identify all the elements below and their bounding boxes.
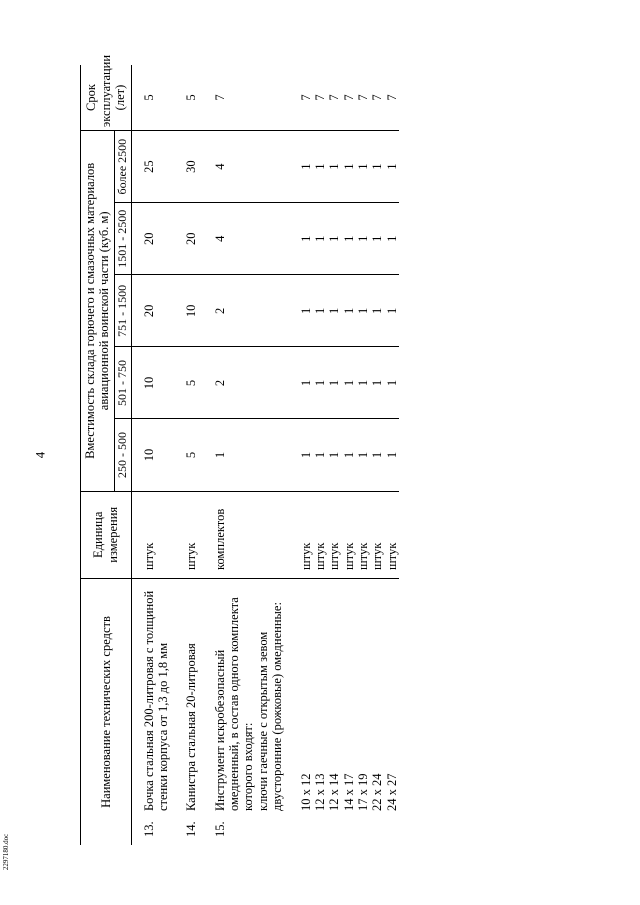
wrench-value: 1 bbox=[327, 275, 341, 347]
row-life: 5 bbox=[141, 94, 156, 101]
wrench-row bbox=[313, 65, 327, 845]
wrench-value: 1 bbox=[342, 131, 356, 203]
row-value: 1 bbox=[213, 419, 256, 491]
table-row bbox=[184, 65, 198, 845]
table-row-spacer bbox=[170, 65, 184, 845]
row-value: 5 bbox=[184, 347, 198, 419]
wrench-value: 1 bbox=[356, 203, 370, 275]
wrench-value: 1 bbox=[299, 131, 313, 203]
wrench-life: 7 bbox=[356, 94, 371, 101]
header-capacity-col: 501 - 750 bbox=[114, 347, 131, 419]
wrench-value: 1 bbox=[299, 275, 313, 347]
wrench-value: 1 bbox=[299, 419, 313, 491]
wrench-size: 22 x 24 bbox=[370, 773, 385, 811]
wrench-row bbox=[299, 65, 313, 845]
wrench-value: 1 bbox=[370, 203, 384, 275]
page-number: 4 bbox=[32, 451, 48, 459]
wrench-value: 1 bbox=[385, 419, 399, 491]
wrench-size: 17 x 19 bbox=[356, 773, 371, 811]
wrench-value: 1 bbox=[342, 347, 356, 419]
table-row-spacer bbox=[199, 65, 213, 845]
row-value: 10 bbox=[184, 275, 198, 347]
row-value: 25 bbox=[131, 131, 170, 203]
subnote-cell bbox=[256, 578, 285, 845]
row-number: 15. bbox=[212, 821, 227, 837]
wrench-value: 1 bbox=[356, 275, 370, 347]
wrench-life: 7 bbox=[298, 94, 313, 101]
row-value: 20 bbox=[131, 275, 170, 347]
wrench-unit: штук bbox=[299, 491, 313, 578]
header-capacity-col: 1501 - 2500 bbox=[114, 203, 131, 275]
subnote-text: ключи гаечные с открытым зевом двусторонние (рожковые) омедненные: bbox=[255, 602, 285, 811]
row-name-cell bbox=[184, 578, 198, 845]
wrench-value: 1 bbox=[342, 203, 356, 275]
wrench-value: 1 bbox=[385, 203, 399, 275]
wrench-value: 1 bbox=[327, 419, 341, 491]
rotated-table-wrapper bbox=[80, 54, 620, 845]
wrench-value: 1 bbox=[370, 131, 384, 203]
row-value: 10 bbox=[131, 419, 170, 491]
wrench-value: 1 bbox=[299, 203, 313, 275]
wrench-life: 7 bbox=[370, 94, 385, 101]
row-value: 20 bbox=[131, 203, 170, 275]
wrench-life: 7 bbox=[312, 94, 327, 101]
wrench-value: 1 bbox=[327, 131, 341, 203]
wrench-value: 1 bbox=[313, 419, 327, 491]
wrench-unit: штук bbox=[313, 491, 327, 578]
row-unit: комплектов bbox=[213, 491, 256, 578]
wrench-size: 14 x 17 bbox=[341, 773, 356, 811]
wrench-value: 1 bbox=[356, 347, 370, 419]
row-value: 2 bbox=[213, 275, 256, 347]
wrench-value: 1 bbox=[313, 347, 327, 419]
wrench-unit: штук bbox=[327, 491, 341, 578]
row-value: 30 bbox=[184, 131, 198, 203]
wrench-size: 12 x 14 bbox=[327, 773, 342, 811]
wrench-row bbox=[327, 65, 341, 845]
row-name: Канистра стальная 20-литровая bbox=[184, 643, 199, 811]
wrench-value: 1 bbox=[370, 347, 384, 419]
table-row bbox=[131, 65, 170, 845]
row-number: 13. bbox=[141, 821, 156, 837]
table-row-spacer bbox=[285, 65, 299, 845]
wrench-row bbox=[370, 65, 384, 845]
row-name: Инструмент искробезопасный омедненный, в состав одного комплекта которого входят: bbox=[212, 597, 256, 811]
wrench-unit: штук bbox=[385, 491, 399, 578]
table-header bbox=[81, 54, 132, 845]
table-body bbox=[131, 65, 399, 845]
wrench-value: 1 bbox=[356, 131, 370, 203]
row-unit: штук bbox=[184, 491, 198, 578]
row-value: 5 bbox=[184, 419, 198, 491]
row-life: 5 bbox=[184, 94, 199, 101]
wrench-life: 7 bbox=[384, 94, 399, 101]
wrench-value: 1 bbox=[313, 203, 327, 275]
wrench-value: 1 bbox=[342, 419, 356, 491]
row-value: 20 bbox=[184, 203, 198, 275]
row-name-cell bbox=[213, 578, 256, 845]
table-row-subnote bbox=[256, 65, 285, 845]
header-capacity: Вместимость склада горючего и смазочных материалов авиационной воинской части (куб. м) bbox=[81, 131, 115, 492]
wrench-value: 1 bbox=[327, 347, 341, 419]
wrench-value: 1 bbox=[370, 275, 384, 347]
header-service-life: Срок эксплуатации (лет) bbox=[81, 65, 132, 131]
wrench-value: 1 bbox=[385, 347, 399, 419]
row-unit: штук bbox=[131, 491, 170, 578]
row-value: 2 bbox=[213, 347, 256, 419]
wrench-row bbox=[385, 65, 399, 845]
header-capacity-col: 250 - 500 bbox=[114, 419, 131, 491]
wrench-size: 24 x 27 bbox=[384, 773, 399, 811]
wrench-row bbox=[356, 65, 370, 845]
header-capacity-col: более 2500 bbox=[114, 131, 131, 203]
header-capacity-col: 751 - 1500 bbox=[114, 275, 131, 347]
table-row bbox=[213, 65, 256, 845]
row-value: 4 bbox=[213, 131, 256, 203]
wrench-value: 1 bbox=[370, 419, 384, 491]
row-number: 14. bbox=[184, 821, 199, 837]
header-unit: Единица измерения bbox=[81, 491, 132, 578]
row-value: 4 bbox=[213, 203, 256, 275]
row-name-cell bbox=[131, 578, 170, 845]
equipment-table bbox=[80, 54, 399, 845]
row-life: 7 bbox=[212, 94, 227, 101]
footer-file-name: 2297180.doc bbox=[2, 833, 11, 871]
wrench-value: 1 bbox=[313, 131, 327, 203]
wrench-value: 1 bbox=[342, 275, 356, 347]
wrench-size: 12 x 13 bbox=[312, 773, 327, 811]
row-name: Бочка стальная 200-литровая с толщиной стенки корпуса от 1,3 до 1,8 мм bbox=[141, 590, 170, 811]
wrench-unit: штук bbox=[370, 491, 384, 578]
wrench-value: 1 bbox=[327, 203, 341, 275]
row-value: 10 bbox=[131, 347, 170, 419]
wrench-value: 1 bbox=[356, 419, 370, 491]
wrench-unit: штук bbox=[356, 491, 370, 578]
wrench-life: 7 bbox=[327, 94, 342, 101]
wrench-value: 1 bbox=[385, 131, 399, 203]
wrench-life: 7 bbox=[341, 94, 356, 101]
wrench-row bbox=[342, 65, 356, 845]
header-name: Наименование технических средств bbox=[81, 578, 132, 845]
wrench-unit: штук bbox=[342, 491, 356, 578]
wrench-value: 1 bbox=[299, 347, 313, 419]
wrench-value: 1 bbox=[313, 275, 327, 347]
wrench-value: 1 bbox=[385, 275, 399, 347]
wrench-size: 10 x 12 bbox=[298, 773, 313, 811]
